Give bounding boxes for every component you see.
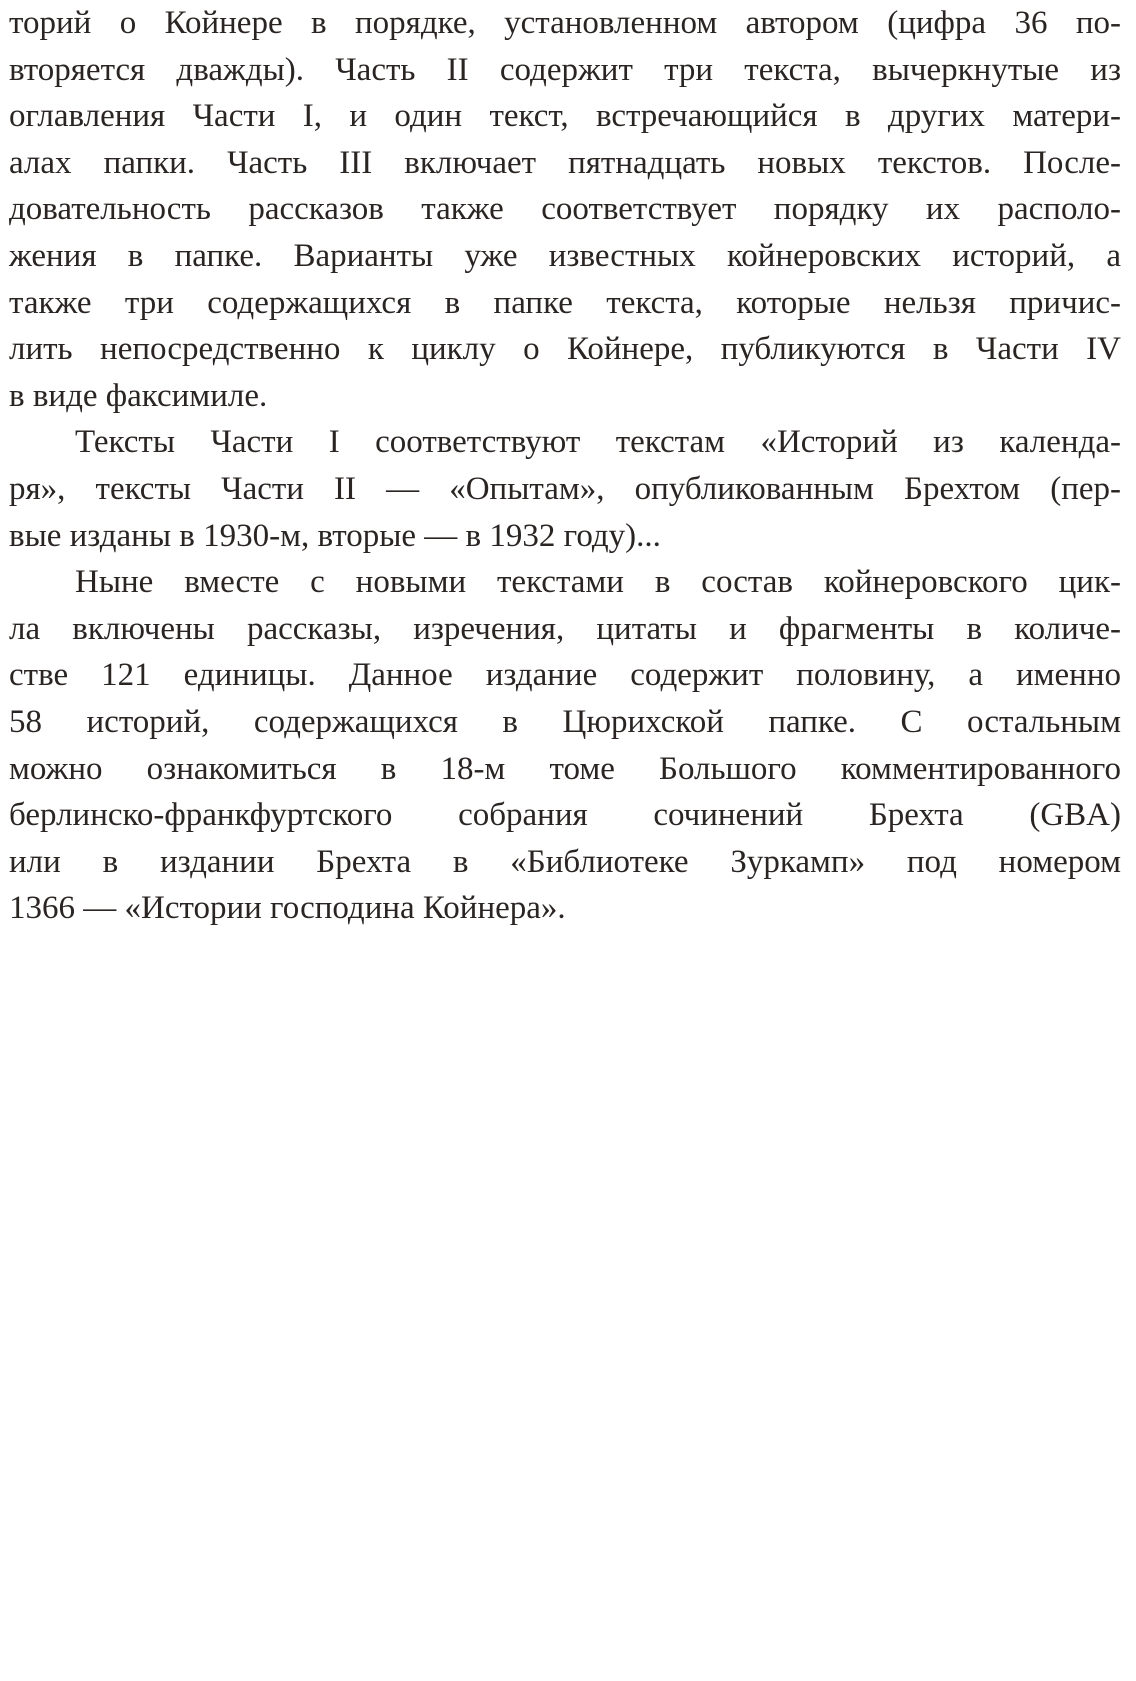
text-line: можно ознакомиться в 18-м томе Большого комментированного [9, 750, 1121, 787]
text-line: довательность рассказов также соответствует порядку их располо- [9, 191, 1121, 228]
text-line: Тексты Части I соответствуют текстам «Историй из календа- [75, 424, 1121, 461]
text-line: стве 121 единицы. Данное издание содержит половину, а именно [9, 657, 1121, 694]
text-line: ря», тексты Части II — «Опытам», опубликованным Брехтом (пер- [9, 470, 1121, 507]
document-page [9, 0, 1121, 932]
text-line: или в издании Брехта в «Библиотеке Зуркамп» под номером [9, 843, 1121, 880]
text-line: жения в папке. Варианты уже известных койнеровских историй, а [9, 237, 1121, 274]
text-line: 1366 — «Истории господина Койнера». [9, 890, 566, 927]
paragraph-3 [9, 559, 1121, 932]
text-line: берлинско-франкфуртского собрания сочинений Брехта (GBA) [9, 797, 1121, 834]
paragraph-2 [9, 419, 1121, 559]
text-line: оглавления Части I, и один текст, встречающийся в других матери- [9, 98, 1121, 135]
text-line: в виде факсимиле. [9, 377, 268, 414]
text-line: также три содержащихся в папке текста, которые нельзя причис- [9, 284, 1121, 321]
text-line: вые изданы в 1930-м, вторые — в 1932 году)... [9, 517, 661, 554]
text-line: лить непосредственно к циклу о Койнере, публикуются в Части IV [9, 331, 1121, 368]
text-line: торий о Койнере в порядке, установленном автором (цифра 36 по- [9, 5, 1121, 41]
text-line: вторяется дважды). Часть II содержит три текста, вычеркнутые из [9, 51, 1121, 88]
text-line: Ныне вместе с новыми текстами в состав койнеровского цик- [75, 564, 1121, 601]
text-line: 58 историй, содержащихся в Цюрихской папке. С остальным [9, 703, 1121, 740]
text-line: алах папки. Часть III включает пятнадцать новых текстов. После- [9, 144, 1121, 181]
paragraph-1 [9, 0, 1121, 419]
text-line: ла включены рассказы, изречения, цитаты и фрагменты в количе- [9, 610, 1121, 647]
